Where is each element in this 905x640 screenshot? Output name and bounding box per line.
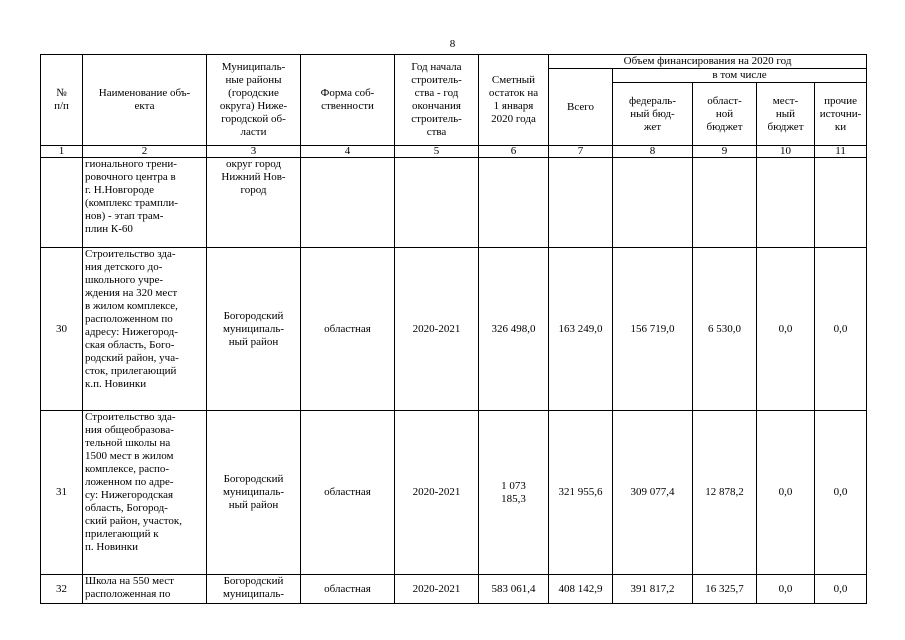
row-local: 0,0 xyxy=(757,248,815,411)
column-number: 11 xyxy=(815,146,867,158)
row-name: Строительство зда- ния общеобразова- тельной школы на 1500 мест в жилом комплексе, распо- ложенном по адре- су: Нижегородская область, Богород- ский район, участок, прилегающий к п. Новинки xyxy=(83,411,207,575)
row-other xyxy=(815,158,867,248)
row-ownership: областная xyxy=(301,575,395,604)
row-estimate: 583 061,4 xyxy=(479,575,549,604)
row-district: Богородский муниципаль- ный район xyxy=(207,411,301,575)
row-years: 2020-2021 xyxy=(395,575,479,604)
row-other: 0,0 xyxy=(815,248,867,411)
header-total: Всего xyxy=(549,69,613,146)
header-district: Муниципаль- ные районы (городские округа) Ниже- городской об- ласти xyxy=(207,55,301,146)
row-estimate: 1 073 185,3 xyxy=(479,411,549,575)
row-district: Богородский муниципаль- xyxy=(207,575,301,604)
row-total: 408 142,9 xyxy=(549,575,613,604)
table-row xyxy=(41,248,867,411)
column-number: 9 xyxy=(693,146,757,158)
column-number: 2 xyxy=(83,146,207,158)
row-other: 0,0 xyxy=(815,411,867,575)
row-total: 163 249,0 xyxy=(549,248,613,411)
row-ownership: областная xyxy=(301,411,395,575)
column-number: 8 xyxy=(613,146,693,158)
header-name: Наименование объ- екта xyxy=(83,55,207,146)
header-including: в том числе xyxy=(613,69,867,83)
header-row-1 xyxy=(41,55,867,69)
row-local: 0,0 xyxy=(757,411,815,575)
column-number-row xyxy=(41,146,867,158)
page-number: 8 xyxy=(449,38,456,50)
row-district: Богородский муниципаль- ный район xyxy=(207,248,301,411)
row-name: гионального трени- ровочного центра в г. Н.Новгороде (комплекс трампли- нов) - этап трам- плин К-60 xyxy=(83,158,207,248)
financing-table xyxy=(40,54,867,604)
header-local: мест- ный бюджет xyxy=(757,83,815,146)
header-federal: федераль- ный бюд- жет xyxy=(613,83,693,146)
row-num: 30 xyxy=(41,248,83,411)
column-number: 7 xyxy=(549,146,613,158)
table-row xyxy=(41,411,867,575)
row-num: 32 xyxy=(41,575,83,604)
row-regional: 16 325,7 xyxy=(693,575,757,604)
row-local xyxy=(757,158,815,248)
row-estimate xyxy=(479,158,549,248)
row-years xyxy=(395,158,479,248)
row-federal: 156 719,0 xyxy=(613,248,693,411)
row-federal: 391 817,2 xyxy=(613,575,693,604)
row-total xyxy=(549,158,613,248)
header-estimate: Сметный остаток на 1 января 2020 года xyxy=(479,55,549,146)
header-years: Год начала строитель- ства - год окончания строитель- ства xyxy=(395,55,479,146)
row-name: Школа на 550 мест расположенная по xyxy=(83,575,207,604)
table-row xyxy=(41,575,867,604)
column-number: 10 xyxy=(757,146,815,158)
row-total: 321 955,6 xyxy=(549,411,613,575)
row-years: 2020-2021 xyxy=(395,411,479,575)
row-estimate: 326 498,0 xyxy=(479,248,549,411)
row-years: 2020-2021 xyxy=(395,248,479,411)
header-regional: област- ной бюджет xyxy=(693,83,757,146)
row-other: 0,0 xyxy=(815,575,867,604)
header-funding-group: Объем финансирования на 2020 год xyxy=(549,55,867,69)
column-number: 4 xyxy=(301,146,395,158)
row-regional: 12 878,2 xyxy=(693,411,757,575)
column-number: 6 xyxy=(479,146,549,158)
row-local: 0,0 xyxy=(757,575,815,604)
row-ownership: областная xyxy=(301,248,395,411)
row-federal xyxy=(613,158,693,248)
row-regional: 6 530,0 xyxy=(693,248,757,411)
table-row xyxy=(41,158,867,248)
header-ownership: Форма соб- ственности xyxy=(301,55,395,146)
row-num: 31 xyxy=(41,411,83,575)
column-number: 3 xyxy=(207,146,301,158)
row-num xyxy=(41,158,83,248)
row-ownership xyxy=(301,158,395,248)
header-num: № п/п xyxy=(41,55,83,146)
header-other: прочие источни- ки xyxy=(815,83,867,146)
row-regional xyxy=(693,158,757,248)
row-federal: 309 077,4 xyxy=(613,411,693,575)
column-number: 5 xyxy=(395,146,479,158)
column-number: 1 xyxy=(41,146,83,158)
row-name: Строительство зда- ния детского до- школьного учре- ждения на 320 мест в жилом комплексе, расположенном по адресу: Нижегород- ская область, Бого- родский район, уча- сток, прилегающий к.п. Новинки xyxy=(83,248,207,411)
row-district: округ город Нижний Нов- город xyxy=(207,158,301,248)
